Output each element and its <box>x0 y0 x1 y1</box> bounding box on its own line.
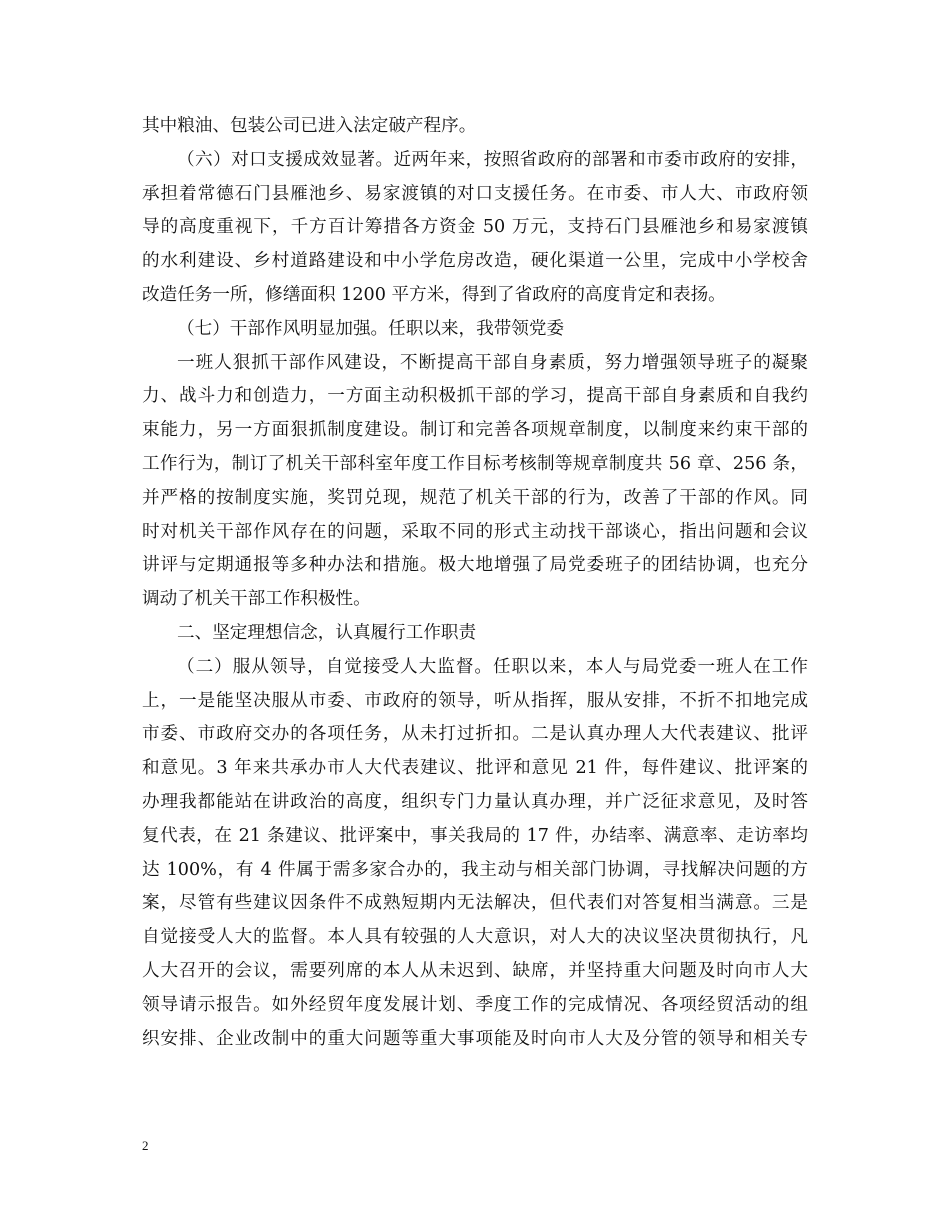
text-line: 案，尽管有些建议因条件不成熟短期内无法解决，但代表们对答复相当满意。三是 <box>142 893 808 914</box>
text-line: 领导请示报告。如外经贸年度发展计划、季度工作的完成情况、各项经贸活动的组 <box>142 994 808 1015</box>
text-line: （二）服从领导，自觉接受人大监督。任职以来，本人与局党委一班人在工作 <box>177 656 808 677</box>
text-line: 的水利建设、乡村道路建设和中小学危房改造，硬化渠道一公里，完成中小学校舍 <box>142 251 808 272</box>
text-line: 办理我都能站在讲政治的高度，组织专门力量认真办理，并广泛征求意见，及时答 <box>142 791 808 812</box>
text-line: 一班人狠抓干部作风建设，不断提高干部自身素质，努力增强领导班子的凝聚 <box>177 352 808 373</box>
text-line: 工作行为，制订了机关干部科室年度工作目标考核制等规章制度共 56 章、256 条， <box>142 453 808 474</box>
text-line: 市委、市政府交办的各项任务，从未打过折扣。二是认真办理人大代表建议、批评 <box>142 724 808 745</box>
text-line: 人大召开的会议，需要列席的本人从未迟到、缺席，并坚持重大问题及时向市人大 <box>142 960 808 981</box>
text-line: 讲评与定期通报等多种办法和措施。极大地增强了局党委班子的团结协调，也充分 <box>142 555 808 576</box>
text-line: 达 100%，有 4 件属于需多家合办的，我主动与相关部门协调，寻找解决问题的方 <box>142 859 808 880</box>
text-line: 并严格的按制度实施，奖罚兑现，规范了机关干部的行为，改善了干部的作风。同 <box>142 487 808 508</box>
text-line: 复代表，在 21 条建议、批评案中，事关我局的 17 件，办结率、满意率、走访率均 <box>142 825 808 846</box>
body-text <box>142 110 808 1056</box>
text-line: 力、战斗力和创造力，一方面主动积极抓干部的学习，提高干部自身素质和自我约 <box>142 386 808 407</box>
text-line: 织安排、企业改制中的重大问题等重大事项能及时向市人大及分管的领导和相关专 <box>142 1028 808 1049</box>
text-line: 上，一是能坚决服从市委、市政府的领导，听从指挥，服从安排，不折不扣地完成 <box>142 690 808 711</box>
text-line: 时对机关干部作风存在的问题，采取不同的形式主动找干部谈心，指出问题和会议 <box>142 521 808 542</box>
text-line: 其中粮油、包装公司已进入法定破产程序。 <box>142 116 477 136</box>
text-line: 改造任务一所，修缮面积 1200 平方米，得到了省政府的高度肯定和表扬。 <box>142 284 726 305</box>
text-line: 束能力，另一方面狠抓制度建设。制订和完善各项规章制度，以制度来约束干部的 <box>142 420 808 441</box>
page-number: 2 <box>142 1138 149 1153</box>
text-line: 承担着常德石门县雁池乡、易家渡镇的对口支援任务。在市委、市人大、市政府领 <box>142 183 808 204</box>
text-line: 自觉接受人大的监督。本人具有较强的人大意识，对人大的决议坚决贯彻执行，凡 <box>142 927 808 948</box>
text-line: 导的高度重视下，千方百计筹措各方资金 50 万元，支持石门县雁池乡和易家渡镇 <box>142 217 808 238</box>
text-line: （七）干部作风明显加强。任职以来，我带领党委 <box>177 318 565 339</box>
section-heading: 二、坚定理想信念，认真履行工作职责 <box>177 622 477 643</box>
text-line: （六）对口支援成效显著。近两年来，按照省政府的部署和市委市政府的安排， <box>177 149 808 170</box>
text-line: 调动了机关干部工作积极性。 <box>142 589 371 610</box>
text-line: 和意见。3 年来共承办市人大代表建议、批评和意见 21 件，每件建议、批评案的 <box>142 758 808 779</box>
